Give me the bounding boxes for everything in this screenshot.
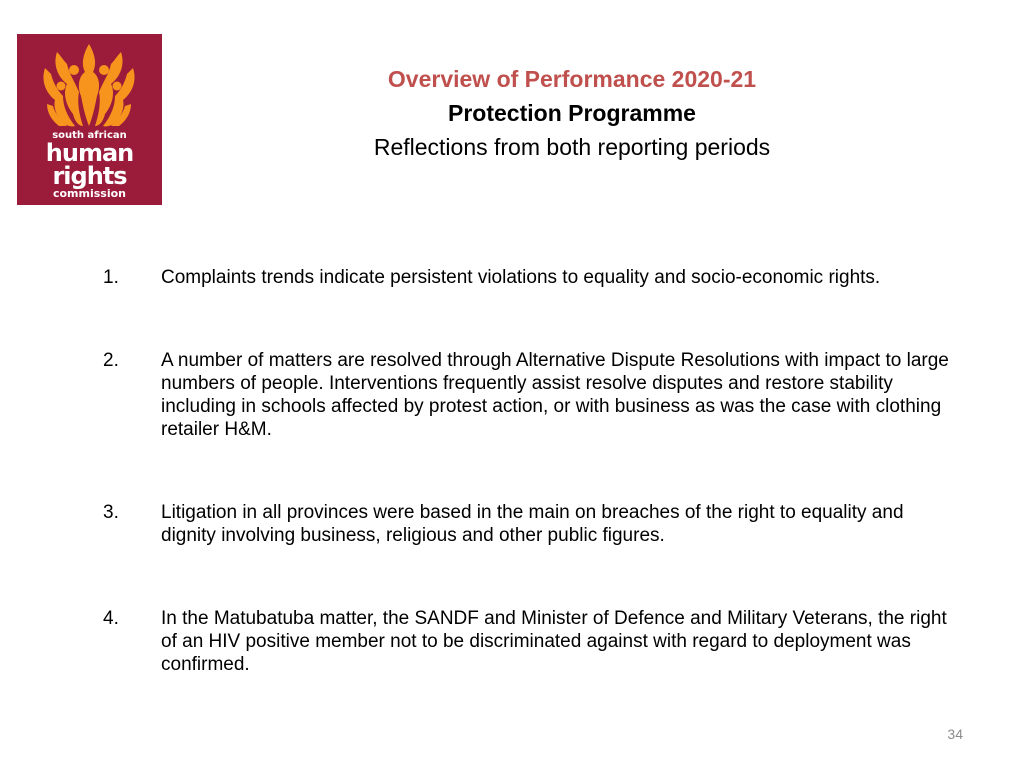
- sahrc-logo: [17, 34, 162, 205]
- list-item: [103, 501, 963, 547]
- list-item: [103, 266, 963, 289]
- item-text: Complaints trends indicate persistent violations to equality and socio-economic rights.: [161, 267, 881, 288]
- item-text: A number of matters are resolved through Alternative Dispute Resolutions with impact to large numbers of people. Interventions frequently assist resolve disputes and restore stability including in schools affected by protest action, or with business as was the case with clothing retailer H&M.: [161, 350, 949, 440]
- list-item: [103, 607, 963, 676]
- item-text: In the Matubatuba matter, the SANDF and Minister of Defence and Military Veterans, the right of an HIV positive member not to be discriminated against with regard to deployment was confirmed.: [161, 608, 947, 675]
- title-subtitle: Reflections from both reporting periods: [373, 134, 771, 160]
- title-overview: Overview of Performance 2020-21: [387, 66, 757, 92]
- logo-text-south-african: south african: [52, 130, 127, 141]
- logo-text-human: human: [45, 139, 134, 167]
- list-item: [103, 349, 963, 441]
- page-number: 34: [947, 726, 963, 742]
- item-text: Litigation in all provinces were based in the main on breaches of the right to equality and dignity involving business, religious and other public figures.: [161, 502, 904, 546]
- logo-text-commission: commission: [52, 187, 127, 200]
- item-number: 4.: [103, 608, 119, 629]
- reflections-list: [103, 266, 963, 736]
- item-number: 1.: [103, 267, 119, 288]
- slide-title: [300, 62, 844, 164]
- title-programme: Protection Programme: [448, 100, 696, 126]
- item-number: 2.: [103, 350, 119, 371]
- logo-text-rights: rights: [52, 162, 127, 190]
- item-number: 3.: [103, 502, 119, 523]
